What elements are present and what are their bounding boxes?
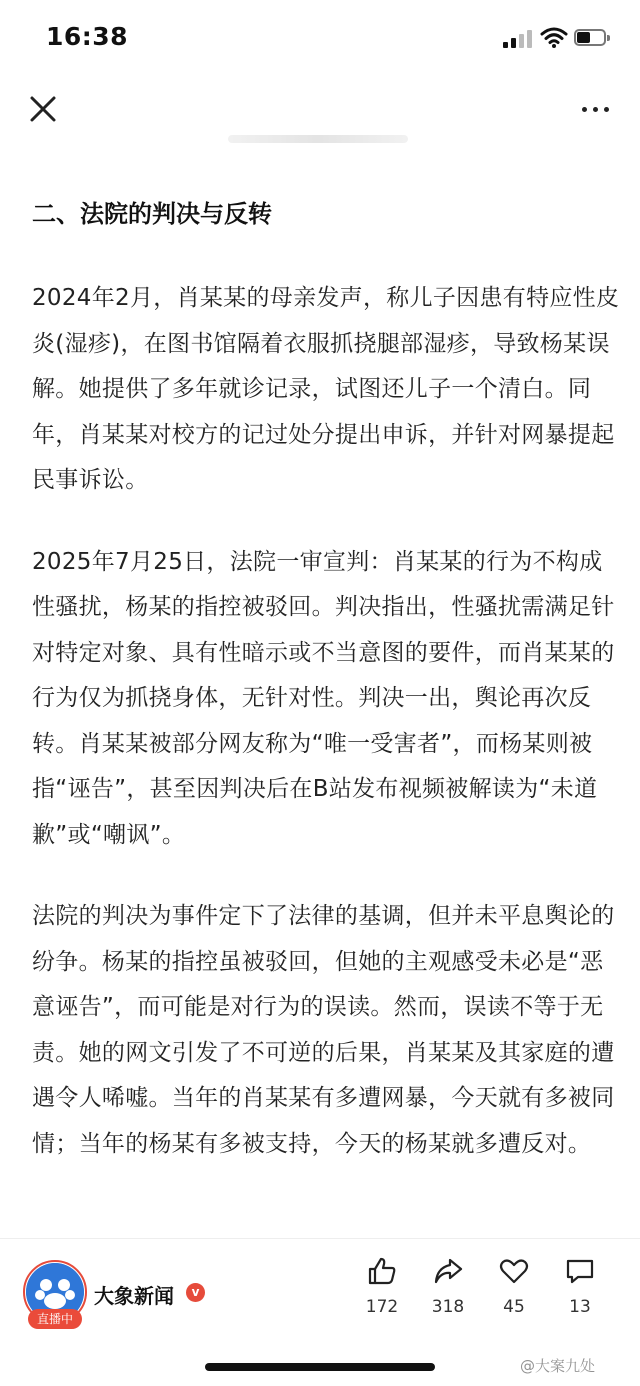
watermark: @大案九处 <box>520 1357 596 1375</box>
bottom-action-bar <box>0 1238 640 1386</box>
like-button[interactable] <box>352 1255 412 1317</box>
article-paragraph-2: 2025年7月25日，法院一审宣判：肖某某的行为不构成性骚扰，杨某的指控被驳回。判决指出，性骚扰需满足针对特定对象、具有性暗示或不当意图的要件，而肖某某的行为仅为抓挠身体，无针对性。判决一出，舆论再次反转。肖某某被部分网友称为“唯一受害者”，而杨某则被指“诬告”，甚至因判决后在B站发布视频被解读为“未道歉”或“嘲讽”。 <box>32 548 615 848</box>
close-icon[interactable] <box>28 94 58 124</box>
share-button[interactable] <box>418 1255 478 1317</box>
faded-previous-text <box>228 135 408 143</box>
heart-icon <box>498 1255 530 1287</box>
cellular-signal-icon <box>503 30 533 48</box>
live-badge: 直播中 <box>28 1309 82 1329</box>
like-count: 172 <box>365 1297 399 1317</box>
comment-bubble-icon <box>564 1255 596 1287</box>
favorite-button[interactable] <box>484 1255 544 1317</box>
verified-badge-icon: v <box>186 1283 205 1302</box>
thumbs-up-icon <box>366 1255 398 1287</box>
comment-count: 13 <box>569 1297 591 1317</box>
share-arrow-icon <box>432 1255 464 1287</box>
favorite-count: 45 <box>503 1297 525 1317</box>
share-count: 318 <box>431 1297 465 1317</box>
wifi-icon <box>540 26 568 48</box>
more-horizontal-icon[interactable] <box>578 94 614 124</box>
article-paragraph-3: 法院的判决为事件定下了法律的基调，但并未平息舆论的纷争。杨某的指控虽被驳回，但她的主观感受未必是“恶意诬告”，而可能是对行为的误读。然而，误读不等于无责。她的网文引发了不可逆的后果，肖某某及其家庭的遭遇令人唏嘘。当年的肖某某有多遭网暴，今天就有多被同情；当年的杨某有多被支持，今天的杨某就多遭反对。 <box>32 903 615 1157</box>
article-body <box>32 190 622 1167</box>
comment-button[interactable] <box>550 1255 610 1317</box>
status-bar <box>0 0 640 78</box>
section-heading: 二、法院的判决与反转 <box>32 200 272 228</box>
nav-bar <box>0 78 640 142</box>
home-indicator[interactable] <box>205 1363 435 1371</box>
status-time: 16:38 <box>46 22 129 51</box>
publisher-name[interactable]: 大象新闻 <box>94 1284 174 1308</box>
article-paragraph-1: 2024年2月，肖某某的母亲发声，称儿子因患有特应性皮炎(湿疹)，在图书馆隔着衣服抓挠腿部湿疹，导致杨某误解。她提供了多年就诊记录，试图还儿子一个清白。同年，肖某某对校方的记过处分提出申诉，并针对网暴提起民事诉讼。 <box>32 285 620 493</box>
battery-icon <box>574 29 612 48</box>
